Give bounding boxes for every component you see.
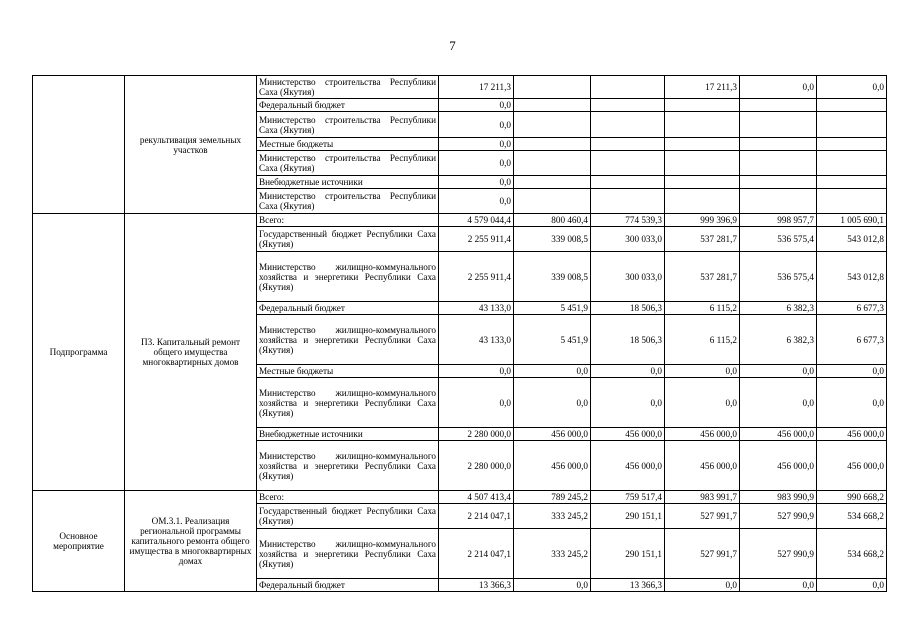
funding-source-cell: Федеральный бюджет (257, 99, 439, 112)
funding-source-cell: Федеральный бюджет (257, 302, 439, 315)
year-amount-cell (817, 138, 887, 151)
year-amount-cell: 456 000,0 (665, 441, 740, 491)
year-amount-cell (514, 189, 591, 214)
year-amount-cell: 0,0 (817, 579, 887, 592)
total-amount-cell: 0,0 (439, 99, 514, 112)
year-amount-cell: 536 575,4 (740, 252, 817, 302)
year-amount-cell (514, 99, 591, 112)
total-amount-cell: 13 366,3 (439, 579, 514, 592)
level-cell: Основное мероприятие (33, 491, 125, 592)
year-amount-cell: 456 000,0 (740, 428, 817, 441)
year-amount-cell (740, 189, 817, 214)
year-amount-cell: 536 575,4 (740, 227, 817, 252)
total-amount-cell: 2 214 047,1 (439, 504, 514, 529)
total-amount-cell: 0,0 (439, 378, 514, 428)
year-amount-cell: 0,0 (514, 365, 591, 378)
year-amount-cell (665, 112, 740, 138)
year-amount-cell (740, 112, 817, 138)
program-name-cell: ОМ.3.1. Реализация региональной программы капитального ремонта общего имущества в многоквартирных домах (125, 491, 257, 592)
funding-source-cell: Министерство строительства Республики Саха (Якутия) (257, 112, 439, 138)
budget-table (32, 75, 887, 592)
year-amount-cell (591, 99, 665, 112)
funding-source-cell: Министерство строительства Республики Саха (Якутия) (257, 76, 439, 99)
year-amount-cell: 6 115,2 (665, 302, 740, 315)
year-amount-cell: 6 677,3 (817, 302, 887, 315)
year-amount-cell (514, 112, 591, 138)
funding-source-cell: Всего: (257, 491, 439, 504)
year-amount-cell: 0,0 (817, 76, 887, 99)
year-amount-cell: 5 451,9 (514, 302, 591, 315)
total-amount-cell: 17 211,3 (439, 76, 514, 99)
year-amount-cell (740, 138, 817, 151)
year-amount-cell (665, 189, 740, 214)
year-amount-cell (817, 99, 887, 112)
total-amount-cell: 4 507 413,4 (439, 491, 514, 504)
funding-source-cell: Министерство жилищно-коммунального хозяйства и энергетики Республики Саха (Якутия) (257, 378, 439, 428)
funding-source-cell: Министерство жилищно-коммунального хозяйства и энергетики Республики Саха (Якутия) (257, 529, 439, 579)
year-amount-cell: 339 008,5 (514, 252, 591, 302)
year-amount-cell: 527 991,7 (665, 529, 740, 579)
year-amount-cell: 339 008,5 (514, 227, 591, 252)
funding-source-cell: Государственный бюджет Республики Саха (Якутия) (257, 227, 439, 252)
funding-source-cell: Министерство жилищно-коммунального хозяйства и энергетики Республики Саха (Якутия) (257, 315, 439, 365)
year-amount-cell (514, 151, 591, 176)
year-amount-cell: 537 281,7 (665, 252, 740, 302)
year-amount-cell: 18 506,3 (591, 302, 665, 315)
year-amount-cell: 0,0 (817, 365, 887, 378)
year-amount-cell: 1 005 690,1 (817, 214, 887, 227)
total-amount-cell: 2 280 000,0 (439, 428, 514, 441)
year-amount-cell (817, 151, 887, 176)
funding-source-cell: Местные бюджеты (257, 138, 439, 151)
total-amount-cell: 0,0 (439, 189, 514, 214)
funding-source-cell: Министерство строительства Республики Саха (Якутия) (257, 189, 439, 214)
funding-source-cell: Внебюджетные источники (257, 176, 439, 189)
total-amount-cell: 2 214 047,1 (439, 529, 514, 579)
year-amount-cell: 300 033,0 (591, 252, 665, 302)
year-amount-cell: 13 366,3 (591, 579, 665, 592)
year-amount-cell (514, 76, 591, 99)
funding-source-cell: Местные бюджеты (257, 365, 439, 378)
year-amount-cell: 990 668,2 (817, 491, 887, 504)
year-amount-cell: 534 668,2 (817, 529, 887, 579)
year-amount-cell (817, 176, 887, 189)
funding-source-cell: Государственный бюджет Республики Саха (Якутия) (257, 504, 439, 529)
year-amount-cell: 800 460,4 (514, 214, 591, 227)
year-amount-cell: 527 991,7 (665, 504, 740, 529)
year-amount-cell: 333 245,2 (514, 529, 591, 579)
year-amount-cell: 6 677,3 (817, 315, 887, 365)
year-amount-cell: 456 000,0 (740, 441, 817, 491)
total-amount-cell: 0,0 (439, 365, 514, 378)
funding-source-cell: Министерство строительства Республики Саха (Якутия) (257, 151, 439, 176)
year-amount-cell: 290 151,1 (591, 529, 665, 579)
year-amount-cell (514, 138, 591, 151)
year-amount-cell: 6 382,3 (740, 315, 817, 365)
year-amount-cell (591, 76, 665, 99)
year-amount-cell: 543 012,8 (817, 252, 887, 302)
year-amount-cell (665, 176, 740, 189)
year-amount-cell: 333 245,2 (514, 504, 591, 529)
year-amount-cell (591, 176, 665, 189)
year-amount-cell: 456 000,0 (514, 428, 591, 441)
year-amount-cell: 527 990,9 (740, 504, 817, 529)
year-amount-cell (740, 176, 817, 189)
total-amount-cell: 0,0 (439, 112, 514, 138)
year-amount-cell (665, 151, 740, 176)
year-amount-cell: 0,0 (740, 378, 817, 428)
year-amount-cell: 0,0 (591, 378, 665, 428)
total-amount-cell: 43 133,0 (439, 302, 514, 315)
total-amount-cell: 43 133,0 (439, 315, 514, 365)
year-amount-cell: 0,0 (514, 579, 591, 592)
total-amount-cell: 2 280 000,0 (439, 441, 514, 491)
year-amount-cell: 0,0 (665, 378, 740, 428)
total-amount-cell: 4 579 044,4 (439, 214, 514, 227)
total-amount-cell: 0,0 (439, 138, 514, 151)
year-amount-cell: 543 012,8 (817, 227, 887, 252)
year-amount-cell: 0,0 (817, 378, 887, 428)
program-name-cell: рекультивация земельных участков (125, 76, 257, 214)
total-amount-cell: 2 255 911,4 (439, 227, 514, 252)
year-amount-cell: 6 382,3 (740, 302, 817, 315)
funding-source-cell: Министерство жилищно-коммунального хозяйства и энергетики Республики Саха (Якутия) (257, 441, 439, 491)
year-amount-cell: 17 211,3 (665, 76, 740, 99)
year-amount-cell (817, 189, 887, 214)
year-amount-cell: 998 957,7 (740, 214, 817, 227)
year-amount-cell (591, 138, 665, 151)
year-amount-cell: 534 668,2 (817, 504, 887, 529)
level-cell (33, 76, 125, 214)
year-amount-cell (591, 112, 665, 138)
year-amount-cell: 0,0 (740, 579, 817, 592)
year-amount-cell: 456 000,0 (591, 428, 665, 441)
year-amount-cell: 774 539,3 (591, 214, 665, 227)
table-row (33, 76, 887, 99)
year-amount-cell: 789 245,2 (514, 491, 591, 504)
year-amount-cell (591, 151, 665, 176)
year-amount-cell: 456 000,0 (591, 441, 665, 491)
year-amount-cell: 0,0 (514, 378, 591, 428)
total-amount-cell: 0,0 (439, 176, 514, 189)
funding-source-cell: Всего: (257, 214, 439, 227)
year-amount-cell: 456 000,0 (665, 428, 740, 441)
year-amount-cell: 6 115,2 (665, 315, 740, 365)
table-row (33, 214, 887, 227)
year-amount-cell: 300 033,0 (591, 227, 665, 252)
year-amount-cell: 0,0 (665, 365, 740, 378)
level-cell: Подпрограмма (33, 214, 125, 491)
year-amount-cell: 0,0 (740, 365, 817, 378)
year-amount-cell: 456 000,0 (514, 441, 591, 491)
year-amount-cell (665, 99, 740, 112)
year-amount-cell: 0,0 (665, 579, 740, 592)
year-amount-cell: 537 281,7 (665, 227, 740, 252)
year-amount-cell: 18 506,3 (591, 315, 665, 365)
table-row (33, 491, 887, 504)
year-amount-cell: 456 000,0 (817, 428, 887, 441)
year-amount-cell: 999 396,9 (665, 214, 740, 227)
funding-source-cell: Федеральный бюджет (257, 579, 439, 592)
funding-source-cell: Внебюджетные источники (257, 428, 439, 441)
year-amount-cell: 0,0 (740, 76, 817, 99)
year-amount-cell (740, 99, 817, 112)
year-amount-cell (591, 189, 665, 214)
year-amount-cell (817, 112, 887, 138)
program-name-cell: П3. Капитальный ремонт общего имущества многоквартирных домов (125, 214, 257, 491)
total-amount-cell: 2 255 911,4 (439, 252, 514, 302)
year-amount-cell: 0,0 (591, 365, 665, 378)
year-amount-cell (740, 151, 817, 176)
year-amount-cell: 983 991,7 (665, 491, 740, 504)
total-amount-cell: 0,0 (439, 151, 514, 176)
page-number: 7 (449, 38, 456, 53)
year-amount-cell: 5 451,9 (514, 315, 591, 365)
year-amount-cell: 527 990,9 (740, 529, 817, 579)
funding-source-cell: Министерство жилищно-коммунального хозяйства и энергетики Республики Саха (Якутия) (257, 252, 439, 302)
year-amount-cell (665, 138, 740, 151)
year-amount-cell: 759 517,4 (591, 491, 665, 504)
year-amount-cell (514, 176, 591, 189)
year-amount-cell: 290 151,1 (591, 504, 665, 529)
year-amount-cell: 456 000,0 (817, 441, 887, 491)
year-amount-cell: 983 990,9 (740, 491, 817, 504)
